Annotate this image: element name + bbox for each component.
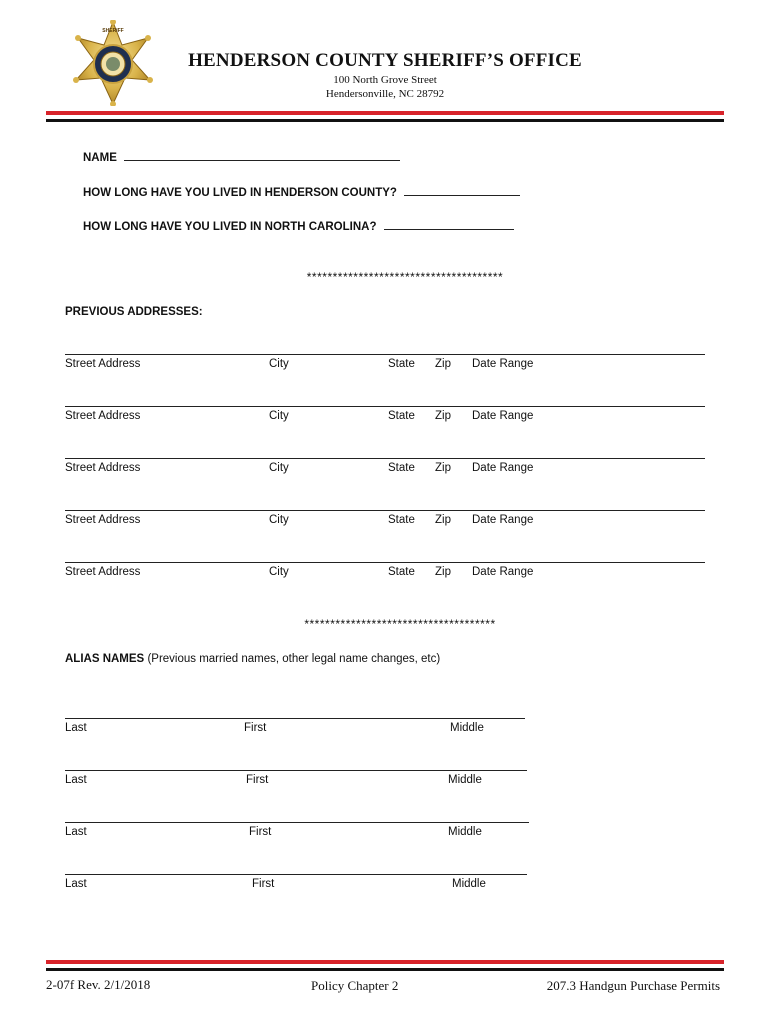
- header-black-rule: [46, 119, 724, 122]
- first-label: First: [249, 826, 272, 838]
- street-label: Street Address: [65, 462, 141, 474]
- badge-label: SHERIFF: [102, 28, 124, 34]
- previous-addresses-heading: PREVIOUS ADDRESSES:: [65, 306, 203, 318]
- city-label: City: [269, 566, 289, 578]
- alias-heading: ALIAS NAMES: [65, 653, 145, 665]
- alias-line-field[interactable]: [65, 770, 527, 771]
- first-label: First: [252, 878, 275, 890]
- page-title: HENDERSON COUNTY SHERIFF’S OFFICE: [188, 50, 582, 71]
- county-duration-field[interactable]: [404, 185, 520, 196]
- address-line-field[interactable]: [65, 562, 705, 563]
- state-label: State: [388, 358, 415, 370]
- alias-line-field[interactable]: [65, 822, 529, 823]
- address-line-field[interactable]: [65, 510, 705, 511]
- last-label: Last: [65, 878, 87, 890]
- address-line-field[interactable]: [65, 458, 705, 459]
- zip-label: Zip: [435, 514, 451, 526]
- separator-2: *************************************: [304, 617, 496, 631]
- footer-red-rule: [46, 960, 724, 964]
- date-range-label: Date Range: [472, 462, 534, 474]
- first-label: First: [244, 722, 267, 734]
- city-label: City: [269, 514, 289, 526]
- middle-label: Middle: [448, 826, 482, 838]
- state-question: [83, 219, 514, 233]
- state-duration-field[interactable]: [384, 219, 514, 230]
- middle-label: Middle: [448, 774, 482, 786]
- date-range-label: Date Range: [472, 566, 534, 578]
- zip-label: Zip: [435, 358, 451, 370]
- zip-label: Zip: [435, 410, 451, 422]
- state-label: State: [388, 462, 415, 474]
- middle-label: Middle: [450, 722, 484, 734]
- name-label: NAME: [83, 152, 117, 164]
- state-label: State: [388, 410, 415, 422]
- address-line-1: 100 North Grove Street: [333, 74, 437, 86]
- street-label: Street Address: [65, 358, 141, 370]
- city-label: City: [269, 358, 289, 370]
- zip-label: Zip: [435, 462, 451, 474]
- last-label: Last: [65, 826, 87, 838]
- footer-black-rule: [46, 968, 724, 971]
- first-label: First: [246, 774, 269, 786]
- footer-chapter: Policy Chapter 2: [311, 978, 399, 993]
- separator-1: **************************************: [306, 270, 504, 284]
- street-label: Street Address: [65, 566, 141, 578]
- address-line-2: Hendersonville, NC 28792: [325, 88, 445, 100]
- state-label: State: [388, 566, 415, 578]
- name-question: [83, 150, 400, 164]
- footer-revision: 2-07f Rev. 2/1/2018: [46, 977, 151, 992]
- alias-subheading: (Previous married names, other legal name changes, etc): [147, 653, 441, 665]
- state-question-label: HOW LONG HAVE YOU LIVED IN NORTH CAROLINA?: [83, 221, 377, 233]
- city-label: City: [269, 462, 289, 474]
- state-label: State: [388, 514, 415, 526]
- city-label: City: [269, 410, 289, 422]
- last-label: Last: [65, 774, 87, 786]
- footer-policy: 207.3 Handgun Purchase Permits: [546, 978, 720, 993]
- date-range-label: Date Range: [472, 410, 534, 422]
- address-line-field[interactable]: [65, 406, 705, 407]
- street-label: Street Address: [65, 514, 141, 526]
- date-range-label: Date Range: [472, 358, 534, 370]
- alias-line-field[interactable]: [65, 874, 527, 875]
- address-line-field[interactable]: [65, 354, 705, 355]
- alias-heading-row: [65, 653, 440, 665]
- county-label: HOW LONG HAVE YOU LIVED IN HENDERSON COUNTY?: [83, 187, 397, 199]
- middle-label: Middle: [452, 878, 486, 890]
- county-question: [83, 185, 520, 199]
- zip-label: Zip: [435, 566, 451, 578]
- alias-line-field[interactable]: [65, 718, 525, 719]
- date-range-label: Date Range: [472, 514, 534, 526]
- name-field[interactable]: [124, 150, 400, 161]
- last-label: Last: [65, 722, 87, 734]
- header-red-rule: [46, 111, 724, 115]
- street-label: Street Address: [65, 410, 141, 422]
